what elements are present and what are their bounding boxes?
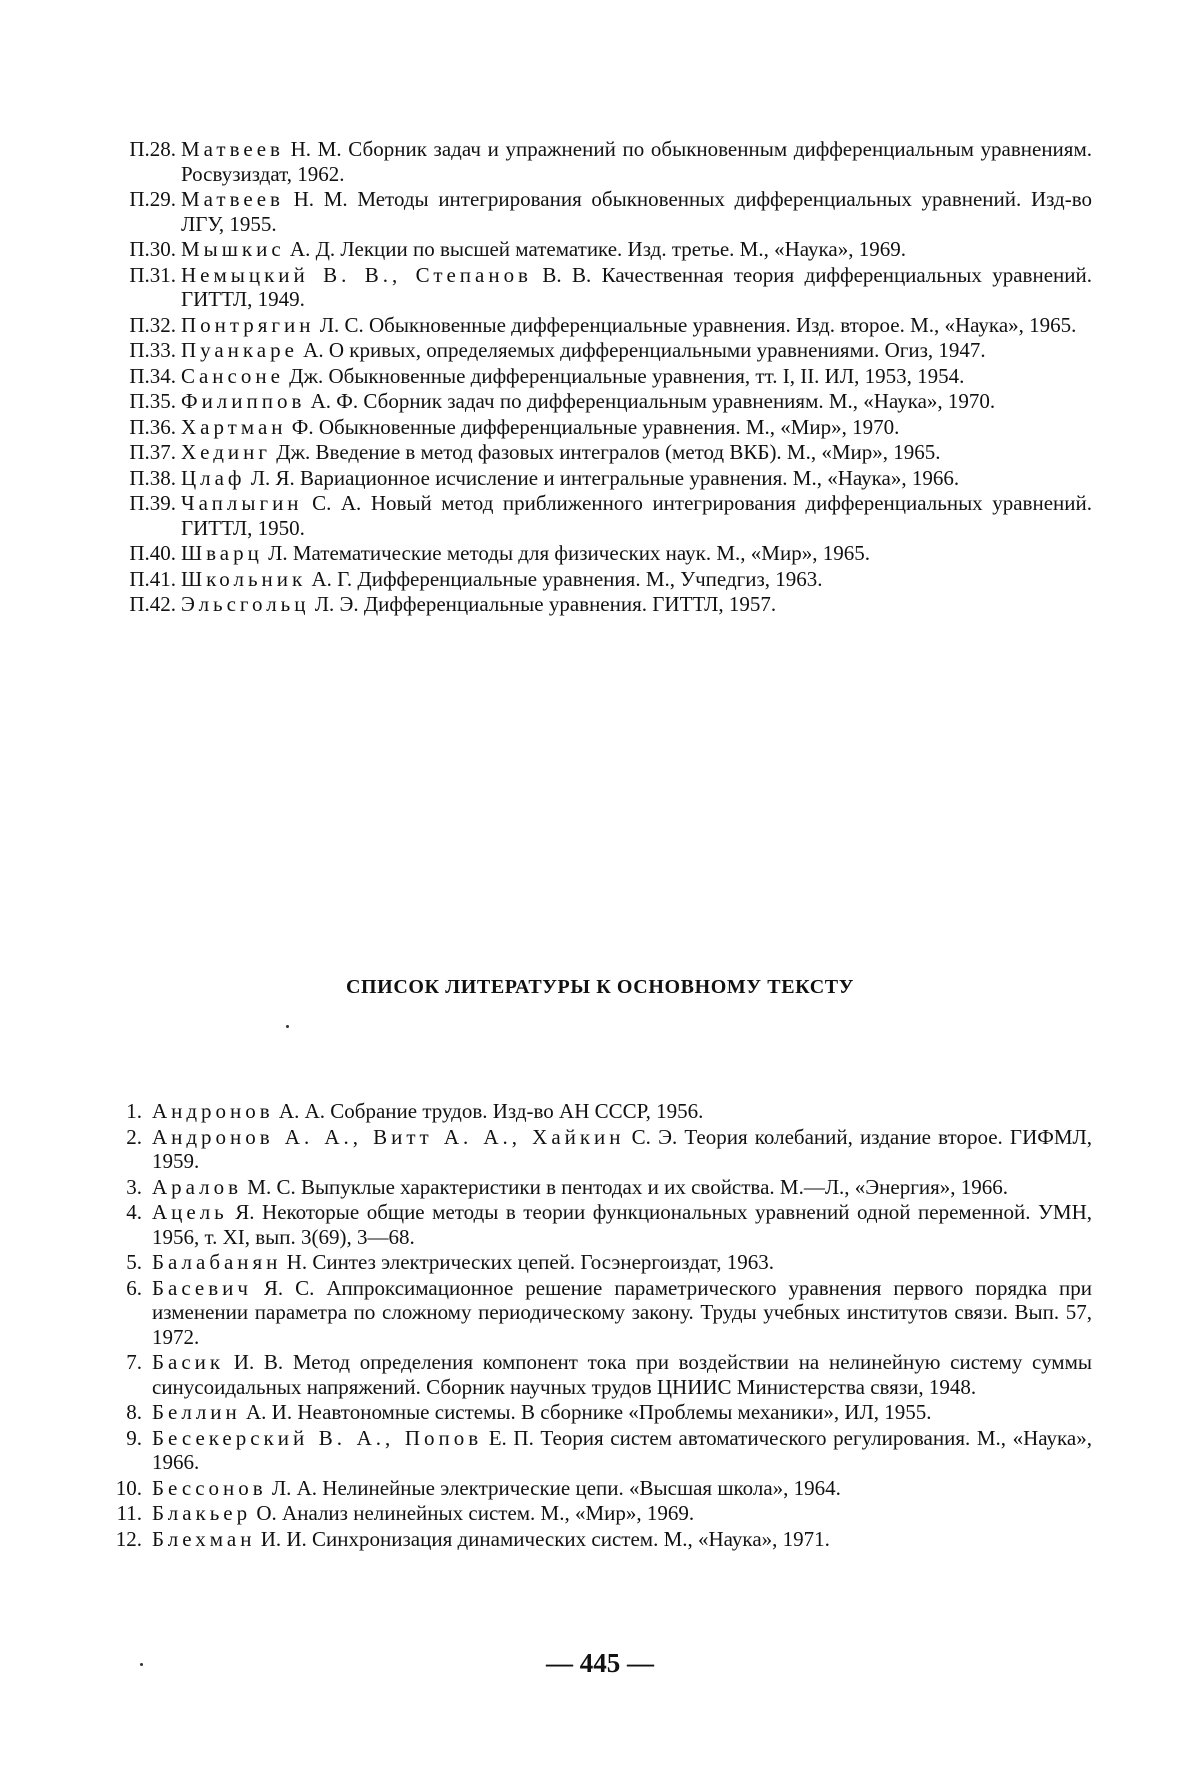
reference-details: Ф. Обыкновенные дифференциальные уравнения. М., «Мир», 1970.: [286, 414, 900, 439]
reference-number: П.40.: [129, 541, 176, 565]
reference-author: Матвеев: [181, 137, 284, 161]
reference-number: П.34.: [129, 363, 176, 388]
reference-author: Мышкис: [181, 237, 285, 261]
reference-item: [0, 137, 1200, 186]
main-reference-list: [0, 1099, 1200, 1552]
reference-item: [0, 567, 1200, 592]
reference-item: [0, 237, 1200, 262]
reference-details: А. Ф. Сборник задач по дифференциальным уравнениям. М., «Наука», 1970.: [305, 389, 996, 413]
reference-number: 2.: [126, 1124, 142, 1149]
reference-details: А. О кривых, определяемых дифференциальными уравнениями. Огиз, 1947.: [297, 338, 986, 362]
reference-number: 9.: [126, 1425, 142, 1450]
reference-author: Филиппов: [181, 389, 306, 413]
reference-number: П.42.: [129, 592, 176, 616]
reference-number: П.41.: [129, 566, 176, 591]
reference-details: Дж. Введение в метод фазовых интегралов (метод ВКБ). М., «Мир», 1965.: [270, 440, 941, 464]
reference-item: [0, 1350, 1200, 1399]
reference-author: Балабанян: [152, 1250, 282, 1274]
reference-number: П.39.: [129, 491, 176, 515]
reference-item: [0, 466, 1200, 491]
reference-author: Понтрягин: [181, 312, 315, 337]
reference-details: Л. А. Нелинейные электрические цепи. «Высшая школа», 1964.: [266, 1475, 841, 1500]
reference-author: Пуанкаре: [181, 338, 298, 362]
reference-author: Беллин: [152, 1400, 241, 1424]
reference-item: [0, 263, 1200, 312]
reference-item: [0, 1276, 1200, 1350]
reference-author: Школьник: [181, 566, 307, 591]
reference-author: Шварц: [181, 541, 263, 565]
reference-item: [0, 364, 1200, 389]
reference-details: Е. П. Теория систем автоматического регулирования. М., «Наука», 1966.: [152, 1425, 1092, 1474]
reference-number: П.35.: [129, 389, 176, 413]
reference-details: Н. Синтез электрических цепей. Госэнергоиздат, 1963.: [281, 1250, 774, 1274]
reference-number: 6.: [126, 1275, 142, 1300]
reference-number: П.29.: [129, 187, 176, 211]
reference-number: П.36.: [129, 414, 176, 439]
reference-item: [0, 338, 1200, 363]
reference-author: Андронов: [152, 1099, 274, 1123]
reference-author: Андронов А. А., Витт А. А., Хайкин: [152, 1124, 625, 1149]
reference-author: Ацель: [152, 1200, 228, 1224]
reference-number: 12.: [115, 1526, 142, 1551]
reference-number: 7.: [126, 1350, 142, 1374]
reference-details: Л. Я. Вариационное исчисление и интегральные уравнения. М., «Наука», 1966.: [245, 465, 960, 490]
reference-item: [0, 1400, 1200, 1425]
appendix-reference-list: [0, 137, 1200, 618]
reference-details: С. Э. Теория колебаний, издание второе. ГИФМЛ, 1959.: [152, 1124, 1092, 1173]
reference-author: Аралов: [152, 1174, 243, 1199]
reference-item: [0, 1527, 1200, 1552]
reference-number: П.37.: [129, 440, 176, 464]
reference-item: [0, 313, 1200, 338]
reference-item: [0, 1501, 1200, 1526]
reference-number: 11.: [116, 1501, 142, 1525]
reference-details: М. С. Выпуклые характеристики в пентодах и их свойства. М.—Л., «Энергия», 1966.: [242, 1174, 1008, 1199]
reference-item: [0, 592, 1200, 617]
reference-item: [0, 1175, 1200, 1200]
reference-author: Хединг: [181, 440, 271, 464]
reference-item: [0, 440, 1200, 465]
reference-number: П.32.: [129, 312, 176, 337]
reference-number: 1.: [126, 1099, 142, 1123]
reference-item: [0, 1426, 1200, 1475]
reference-item: [0, 1250, 1200, 1275]
reference-details: Л. Математические методы для физических наук. М., «Мир», 1965.: [262, 541, 870, 565]
reference-details: И. В. Метод определения компонент тока при воздействии на нелинейную систему суммы синусоидальных напряжений. Сборник научных трудов ЦНИИС Министерства связи, 1948.: [152, 1350, 1092, 1399]
reference-details: Я. Некоторые общие методы в теории функциональных уравнений одной переменной. УМН, 1956, т. XI, вып. 3(69), 3—68.: [152, 1200, 1092, 1249]
section-heading: СПИСОК ЛИТЕРАТУРЫ К ОСНОВНОМУ ТЕКСТУ: [345, 976, 855, 998]
reference-number: 10.: [115, 1475, 142, 1500]
reference-details: О. Анализ нелинейных систем. М., «Мир», 1969.: [251, 1501, 695, 1525]
reference-details: Л. Э. Дифференциальные уравнения. ГИТТЛ, 1957.: [309, 592, 777, 616]
reference-details: Н. М. Сборник задач и упражнений по обыкновенным дифференциальным уравнениям. Росвузиздат, 1962.: [181, 137, 1092, 186]
reference-item: [0, 1200, 1200, 1249]
reference-details: В. В. Качественная теория дифференциальных уравнений. ГИТТЛ, 1949.: [181, 262, 1092, 311]
reference-author: Сансоне: [181, 363, 284, 388]
reference-details: И. И. Синхронизация динамических систем. М., «Наука», 1971.: [255, 1526, 830, 1551]
reference-details: Н. М. Методы интегрирования обыкновенных дифференциальных уравнений. Изд-во ЛГУ, 1955.: [181, 187, 1092, 236]
reference-number: П.33.: [129, 338, 176, 362]
reference-author: Эльсгольц: [181, 592, 310, 616]
reference-details: А. А. Собрание трудов. Изд-во АН СССР, 1956.: [273, 1099, 704, 1123]
reference-author: Басик: [152, 1350, 225, 1374]
reference-author: Хартман: [181, 414, 287, 439]
reference-details: А. Г. Дифференциальные уравнения. М., Учпедгиз, 1963.: [306, 566, 823, 591]
reference-number: 3.: [126, 1174, 142, 1199]
reference-item: [0, 415, 1200, 440]
reference-item: [0, 1125, 1200, 1174]
reference-item: [0, 1476, 1200, 1501]
reference-details: Дж. Обыкновенные дифференциальные уравнения, тт. I, II. ИЛ, 1953, 1954.: [283, 363, 965, 388]
reference-item: [0, 187, 1200, 236]
reference-details: Л. С. Обыкновенные дифференциальные уравнения. Изд. второе. М., «Наука», 1965.: [314, 312, 1077, 337]
reference-author: Блакьер: [152, 1501, 252, 1525]
reference-number: П.28.: [129, 137, 176, 161]
reference-item: [0, 1099, 1200, 1124]
reference-number: 4.: [126, 1200, 142, 1224]
reference-details: Я. С. Аппроксимационное решение параметрического уравнения первого порядка при изменении параметра по сложному периодическому закону. Труды учебных институтов связи. Вып. 57, 1972.: [152, 1275, 1092, 1349]
reference-item: [0, 491, 1200, 540]
reference-item: [0, 541, 1200, 566]
reference-details: А. Д. Лекции по высшей математике. Изд. третье. М., «Наука», 1969.: [284, 237, 906, 261]
reference-item: [0, 389, 1200, 414]
reference-author: Матвеев: [181, 187, 284, 211]
reference-details: А. И. Неавтономные системы. В сборнике «Проблемы механики», ИЛ, 1955.: [240, 1400, 932, 1424]
reference-author: Бесекерский В. А., Попов: [152, 1425, 483, 1450]
reference-author: Басевич: [152, 1275, 252, 1300]
reference-details: С. А. Новый метод приближенного интегрирования дифференциальных уравнений. ГИТТЛ, 1950.: [181, 491, 1092, 540]
reference-number: П.31.: [129, 262, 176, 287]
reference-number: П.38.: [129, 465, 176, 490]
page-number: — 445 —: [546, 1648, 654, 1678]
reference-author: Бессонов: [152, 1475, 267, 1500]
reference-number: 5.: [126, 1250, 142, 1274]
reference-author: Чаплыгин: [181, 491, 303, 515]
reference-author: Цлаф: [181, 465, 246, 490]
reference-number: П.30.: [129, 237, 176, 261]
reference-number: 8.: [126, 1400, 142, 1424]
reference-author: Немыцкий В. В., Степанов: [181, 262, 532, 287]
speck-mark: [286, 1025, 289, 1028]
reference-author: Блехман: [152, 1526, 256, 1551]
